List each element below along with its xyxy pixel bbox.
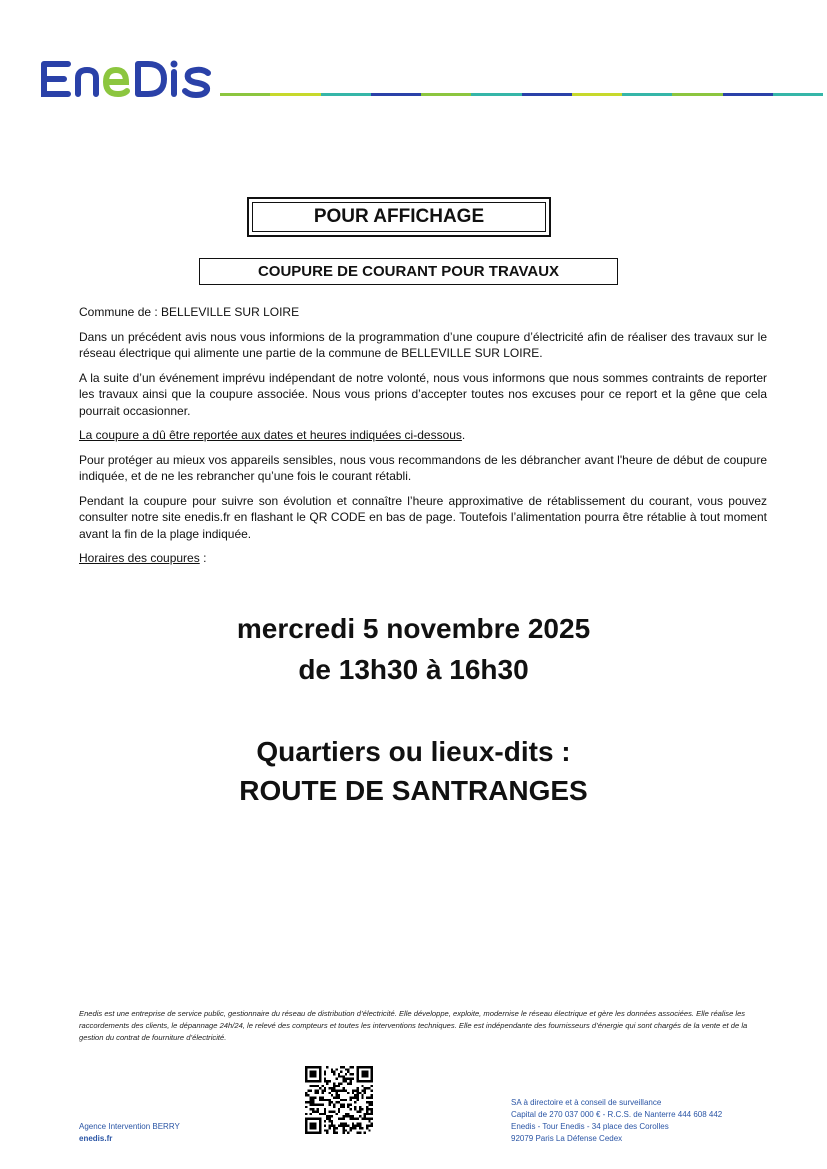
commune-line: Commune de : BELLEVILLE SUR LOIRE [79, 305, 300, 319]
page-subtitle: COUPURE DE COURANT POUR TRAVAUX [199, 258, 618, 285]
paragraph-previous-notice: Dans un précédent avis nous vous informions de la programmation d’une coupure d’électricité afin de réaliser des travaux sur le réseau électrique qui alimente une partie de la commune de BELLEVILLE SUR LOIRE. [79, 329, 767, 360]
header-line-segment [421, 93, 471, 96]
enedis-logo [40, 58, 216, 100]
paragraph-postponement: A la suite d’un événement imprévu indépendant de notre volonté, nous vous informons que nous sommes contraints de reporter les travaux ainsi que la coupure associée. Nous vous prions d’accepter toutes nos excuses pour ce report et la gêne que cela pourrait occasionner. [79, 370, 767, 418]
horaires-line [79, 550, 767, 567]
paragraph-protect-devices: Pour protéger au mieux vos appareils sensibles, nous vous recommandons de les débrancher avant l'heure de début de coupure indiquée, et de ne les rebrancher qu’une fois le courant rétabli. [79, 452, 767, 483]
schedule-date: mercredi 5 novembre 2025 [236, 613, 591, 644]
qr-code-icon[interactable] [305, 1066, 373, 1134]
rescheduled-period: . [461, 428, 466, 442]
paragraph-rescheduled [79, 427, 767, 444]
footer-right [511, 1097, 722, 1145]
header-line-segment [371, 93, 421, 96]
location-value: ROUTE DE SANTRANGES [239, 775, 588, 806]
horaires-label: Horaires des coupures [79, 551, 200, 565]
agency-name: Agence Intervention BERRY [79, 1122, 180, 1131]
header-decorative-line [220, 93, 823, 96]
header-line-segment [622, 93, 672, 96]
paragraph-follow-outage: Pendant la coupure pour suivre son évolution et connaître l’heure approximative de rétablissement du courant, vous pouvez consulter notre site enedis.fr en flashant le QR CODE en bas de page. Toutefois l’alimentation pourra être rétablie à tout moment avant la fin de la plage indiquée. [79, 493, 767, 541]
location-label: Quartiers ou lieux-dits : [256, 736, 571, 767]
header-line-segment [522, 93, 572, 96]
page-title: POUR AFFICHAGE [252, 202, 546, 232]
schedule-time: de 13h30 à 16h30 [298, 654, 529, 685]
rescheduled-notice: La coupure a dû être reportée aux dates et heures indiquées ci-dessous [79, 428, 462, 442]
header-line-segment [572, 93, 622, 96]
horaires-colon: : [199, 551, 207, 565]
header-line-segment [220, 93, 270, 96]
company-address-1: Enedis - Tour Enedis - 34 place des Corolles [511, 1122, 669, 1131]
header-line-segment [723, 93, 773, 96]
company-capital: Capital de 270 037 000 € - R.C.S. de Nanterre 444 608 442 [511, 1110, 723, 1119]
company-address-2: 92079 Paris La Défense Cedex [511, 1134, 623, 1143]
legal-notice: Enedis est une entreprise de service public, gestionnaire du réseau de distribution d’électricité. Elle développe, exploite, modernise le réseau électrique et gère les données associées. Elle réalise les raccordements des clients, le dépannage 24h/24, le relevé des compteurs et toutes les interventions techniques. Elle est indépendante des fournisseurs d’énergie qui sont chargés de la vente et de la gestion du contrat de fourniture d’électricité. [79, 1009, 748, 1042]
title-frame [247, 197, 551, 237]
header-line-segment [672, 93, 722, 96]
company-status: SA à directoire et à conseil de surveillance [511, 1098, 662, 1107]
header-line-segment [321, 93, 371, 96]
footer-left [79, 1121, 180, 1145]
header-line-segment [270, 93, 320, 96]
header-line-segment [773, 93, 823, 96]
website-link[interactable]: enedis.fr [79, 1134, 113, 1143]
header-line-segment [471, 93, 521, 96]
notice-body [79, 304, 767, 575]
